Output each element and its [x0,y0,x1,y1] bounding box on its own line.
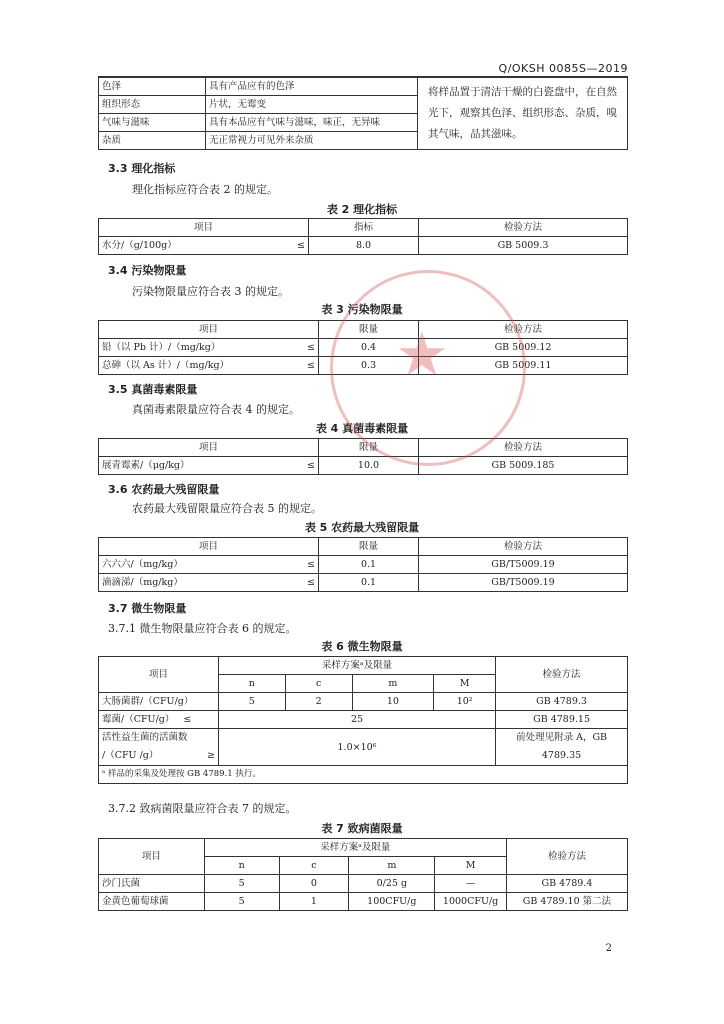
table-cell: 金黄色葡萄球菌 [99,893,205,911]
table-cell: GB 4789.10 第二法 [506,893,627,911]
operator: ≤ [297,240,305,251]
header-cell: 限量 [319,439,419,457]
table-7 [98,838,628,911]
operator: ≤ [183,714,192,725]
header-cell: 限量 [319,538,419,556]
table-caption: 表 2 理化指标 [326,203,398,216]
table-cell: GB 5009.3 [419,237,628,255]
table-cell: 5 [204,893,279,911]
table-cell: GB 4789.4 [506,875,627,893]
table-cell: GB 5009.185 [419,457,628,475]
section-text: 理化指标应符合表 2 的规定。 [132,183,278,196]
header-cell: c [285,675,352,693]
table-row [99,574,628,592]
table-cell: 大肠菌群/（CFU/g） [99,693,219,711]
section-heading: 3.6 农药最大残留限量 [108,483,220,496]
header-cell: 采样方案ᵃ及限量 [204,839,506,857]
method-cell: 将样品置于清洁干燥的白瓷盘中，在自然光下，观察其色泽、组织形态、杂质，嗅其气味，品其滋味。 [418,78,628,150]
header-cell: m [352,675,434,693]
table-cell: 5 [218,693,285,711]
header-cell: M [435,857,507,875]
table-cell: GB 5009.11 [419,357,628,375]
item-label: 六六六/（mg/kg） [102,559,183,570]
table-cell [99,357,319,375]
table-cell: 2 [285,693,352,711]
operator: ≤ [307,360,315,371]
operator: ≥ [206,750,215,761]
table-cell: GB/T5009.19 [419,556,628,574]
header-cell: M [434,675,496,693]
item-label: 滴滴涕/（mg/kg） [102,577,183,588]
table-header-row [99,219,628,237]
header-cell: 限量 [319,321,419,339]
table-row [99,875,628,893]
table-row [99,893,628,911]
table-caption: 表 4 真菌毒素限量 [315,422,409,435]
header-cell: 指标 [309,219,419,237]
operator: ≤ [307,460,315,471]
table-cell: 0.1 [319,574,419,592]
header-cell: 项目 [99,219,309,237]
table-cell: 0/25 g [349,875,435,893]
item-label: 铅（以 Pb 计）/（mg/kg） [102,342,221,353]
table-cell [99,556,319,574]
header-cell: 项目 [99,439,319,457]
table-cell [496,729,628,766]
header-cell: 采样方案ᵃ及限量 [218,657,495,675]
table-cell: GB 4789.3 [496,693,628,711]
table-caption: 表 3 污染物限量 [321,303,403,316]
table-header-row [99,839,628,857]
header-cell: c [279,857,349,875]
header-cell: 检验方法 [419,439,628,457]
section-text: 3.7.2 致病菌限量应符合表 7 的规定。 [108,802,297,815]
item-label: 展青霉素/（μg/kg） [102,460,190,471]
table-cell: 0.4 [319,339,419,357]
table-cell [99,237,309,255]
table-cell: 气味与滋味 [99,114,206,132]
section-text: 污染物限量应符合表 3 的规定。 [132,285,289,298]
item-label: 水分/（g/100g） [102,240,177,251]
table-caption: 表 5 农药最大残留限量 [304,521,420,534]
table-cell: — [435,875,507,893]
method-line: 4789.35 [541,750,582,761]
seal-star-icon: ★ [395,320,449,390]
table-cell: 具有产品应有的色泽 [206,78,418,96]
table-row [99,711,628,729]
table-header-row [99,657,628,675]
table-cell [99,711,219,729]
table-cell: 沙门氏菌 [99,875,205,893]
page-number: 2 [605,943,612,954]
header-cell: 检验方法 [419,321,628,339]
table-cell: 0 [279,875,349,893]
item-label: /（CFU /g） [102,750,159,761]
operator: ≤ [307,577,315,588]
header-cell: 项目 [99,839,205,875]
sensory-table [98,77,628,150]
section-text: 3.7.1 微生物限量应符合表 6 的规定。 [108,622,297,635]
table-cell: 1.0×10⁶ [218,729,495,766]
table-5 [98,537,628,592]
table-cell [99,729,219,766]
table-2 [98,218,628,255]
table-cell: GB/T5009.19 [419,574,628,592]
table-cell: 1 [279,893,349,911]
table-row [99,457,628,475]
section-text: 农药最大残留限量应符合表 5 的规定。 [132,502,322,515]
table-cell: 5 [204,875,279,893]
table-row [99,237,628,255]
table-footnote: ᵃ 样品的采集及处理按 GB 4789.1 执行。 [99,766,628,784]
header-cell: n [204,857,279,875]
table-row [99,78,628,96]
item-label: 总砷（以 As 计）/（mg/kg） [102,360,230,371]
table-row [99,693,628,711]
table-cell [99,339,319,357]
table-caption: 表 6 微生物限量 [321,640,403,653]
section-heading: 3.4 污染物限量 [108,264,187,277]
operator: ≤ [307,559,315,570]
table-cell: 无正常视力可见外来杂质 [206,132,418,150]
header-cell: 检验方法 [506,839,627,875]
table-cell: 0.3 [319,357,419,375]
section-heading: 3.7 微生物限量 [108,602,187,615]
table-cell: 具有本品应有气味与滋味，味正，无异味 [206,114,418,132]
table-cell: GB 4789.15 [496,711,628,729]
table-row [99,556,628,574]
table-header-row [99,538,628,556]
header-cell: 检验方法 [419,538,628,556]
table-cell: 杂质 [99,132,206,150]
table-cell: 10² [434,693,496,711]
operator: ≤ [307,342,315,353]
section-heading: 3.3 理化指标 [108,162,176,175]
table-cell: GB 5009.12 [419,339,628,357]
item-label: 霉菌/（CFU/g） [102,714,175,725]
table-6 [98,656,628,784]
section-text: 真菌毒素限量应符合表 4 的规定。 [132,403,300,416]
table-cell: 100CFU/g [349,893,435,911]
table-cell: 组织形态 [99,96,206,114]
header-cell: 检验方法 [496,657,628,693]
item-label: 活性益生菌的活菌数 [102,732,188,743]
table-cell: 片状，无霉变 [206,96,418,114]
table-cell [99,457,319,475]
table-cell: 10 [352,693,434,711]
table-cell: 25 [218,711,495,729]
table-cell: 10.0 [319,457,419,475]
header-cell: m [349,857,435,875]
header-cell: 项目 [99,657,219,693]
table-cell: 0.1 [319,556,419,574]
table-cell: 色泽 [99,78,206,96]
table-cell: 8.0 [309,237,419,255]
table-caption: 表 7 致病菌限量 [321,822,403,835]
table-4 [98,438,628,475]
header-cell: n [218,675,285,693]
method-line: 前处理见附录 A，GB [516,732,608,743]
header-cell: 项目 [99,321,319,339]
document-code: Q/OKSH 0085S—2019 [498,62,628,75]
table-cell: 1000CFU/g [435,893,507,911]
table-cell [99,574,319,592]
table-row [99,729,628,766]
header-cell: 项目 [99,538,319,556]
header-cell: 检验方法 [419,219,628,237]
section-heading: 3.5 真菌毒素限量 [108,383,198,396]
table-row [99,766,628,784]
